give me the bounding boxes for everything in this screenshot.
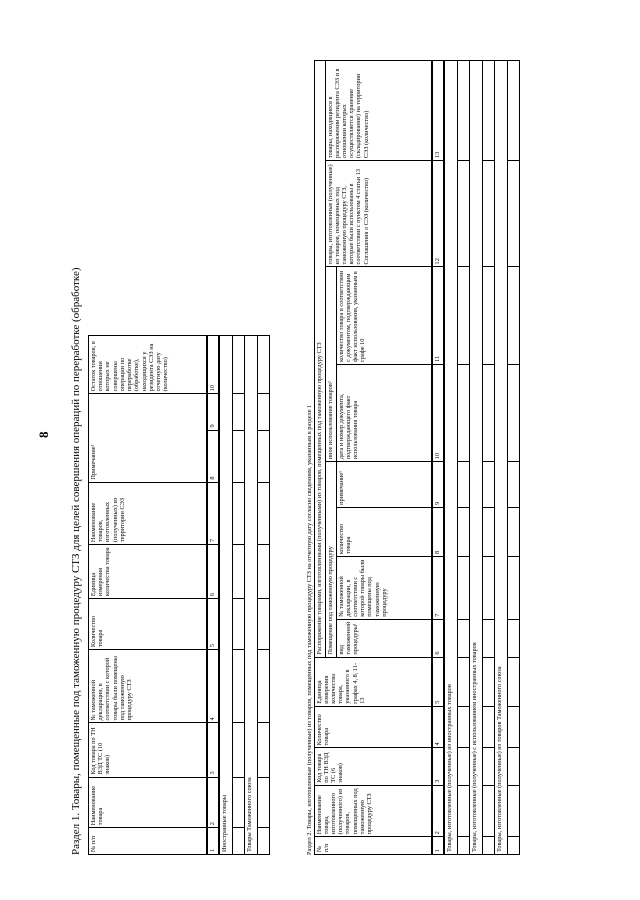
s1-col-num: 2 <box>207 777 219 828</box>
s2-col-num: 10 <box>432 364 444 461</box>
s2-header-declaration: № таможенной декларации, в соответствии с которой товары были помещены под таможенную процедуру <box>336 557 432 620</box>
s2-col-num: 7 <box>432 557 444 620</box>
section2-number-row <box>432 61 444 855</box>
page-number: 8 <box>36 431 51 438</box>
s1-group-foreign: Иностранные товары <box>219 336 233 855</box>
s2-group-mixed-row <box>470 61 483 855</box>
s2-col-num: 5 <box>432 657 444 706</box>
s1-col-num: 6 <box>207 545 219 599</box>
s2-header-recognized: товары, изготовленные (полученные) из товаров, помещенных под таможенную процедуру СТЗ, которые были использованы в соответствии с пунктом 4 статьи 13 Соглашения о СЭЗ (количество) <box>325 161 432 267</box>
s2-group-union-row <box>495 61 508 855</box>
rotated-content <box>70 55 570 855</box>
s2-header-num: № п/п <box>314 837 432 855</box>
s2-header-note: примечание¹ <box>336 462 432 508</box>
s1-header-quantity: Количество товара <box>89 599 207 650</box>
s2-col-num: 2 <box>432 785 444 837</box>
s2-col-num: 13 <box>432 61 444 161</box>
s2-header-stored: товары, находящиеся в распоряжении резидента СЭЗ и в отношении которых осуществляется хранение (складирование) на территории СЭЗ (количество) <box>325 61 432 161</box>
s1-header-name: Наименование товара <box>89 777 207 828</box>
s1-col-num: 8 <box>207 430 219 482</box>
section2-table <box>314 60 521 855</box>
s2-header-procedure: вид таможенной процедуры¹ <box>336 619 432 657</box>
s2-col-num: 9 <box>432 462 444 508</box>
s1-col-num: 3 <box>207 723 219 777</box>
section1-number-row <box>207 336 219 855</box>
s2-header-quantity: Количество товара <box>314 706 432 748</box>
s2-header-unit: Единица измерения количества товара, указанного в графах 4, 8, 11-13 <box>314 657 432 706</box>
s2-group-foreign: Товары, изготовленные (полученные) из иностранных товаров <box>444 61 458 855</box>
s2-col-num: 1 <box>432 837 444 855</box>
section2-title: Раздел 2. Товары, изготовленные (полученные) из товаров, помещенных под таможенную процедуру СТЗ на отчетную дату согласно сведениям, указанным в разделе 1 <box>305 404 313 855</box>
s1-col-num: 4 <box>207 650 219 723</box>
s1-header-product-name: Наименование товаров, изготовленных (полученных) из территории СЭЗ <box>89 482 207 544</box>
s1-col-num: 5 <box>207 599 219 650</box>
s1-group-union-row <box>244 336 257 855</box>
s2-group-mixed: Товары, изготовленные (полученные) с использованием иностранных товаров <box>470 61 483 855</box>
s1-header-code: Код товара по ТН ВЭД ТС (10 знаков) <box>89 723 207 777</box>
s1-header-unit: Единица измерения количества товара <box>89 545 207 599</box>
s2-col-num: 8 <box>432 507 444 556</box>
s2-header-placed: Помещение под таможенную процедуру <box>325 462 336 657</box>
s2-col-num: 6 <box>432 619 444 657</box>
s2-header-date: дата и номер документа, подтверждающего факт использования товара <box>336 364 432 461</box>
s2-col-num: 12 <box>432 161 444 267</box>
s1-header-note: Примечание¹ <box>89 394 207 482</box>
s1-header-num: № п/п <box>89 828 207 855</box>
s2-group-union: Товары, изготовленные (полученные) из товаров Таможенного союза <box>495 61 508 855</box>
s1-header-declaration: № таможенной декларации, в соответствии с которой товары были помещены под таможенную процедуру СТЗ <box>89 650 207 723</box>
s2-header-other-use: иное использование товаров² <box>325 267 336 462</box>
s2-header-quantity2: количество товара <box>336 507 432 556</box>
s1-col-num: 9 <box>207 394 219 430</box>
s2-empty-row <box>458 61 470 855</box>
s1-col-num: 10 <box>207 336 219 394</box>
s1-empty-row <box>257 336 269 855</box>
s1-header-remainder: Остаток товаров, в отношении которых не совершены операции по переработке (обработке), находящихся у резидента СЭЗ на отчетную дату (количество) <box>89 336 207 394</box>
section1-header-row <box>89 336 207 855</box>
s2-header-name: Наименование товара, изготовленного (полученного) из товаров, помещенных под таможенную процедуру СТЗ <box>314 785 432 837</box>
s1-group-foreign-row <box>219 336 233 855</box>
s2-empty-row <box>483 61 495 855</box>
s2-col-num: 3 <box>432 748 444 785</box>
s2-header-quantity3: количество товара в соответствии с документом, подтверждающим факт использования, указанным в графе 10 <box>336 267 432 364</box>
s2-col-num: 11 <box>432 267 444 364</box>
s1-empty-row <box>232 336 244 855</box>
section1-table <box>88 335 270 855</box>
s2-col-num: 4 <box>432 706 444 748</box>
s2-header-code: Код товара по ТН ВЭД ТС (6 знаков) <box>314 748 432 785</box>
s2-group-foreign-row <box>444 61 458 855</box>
section1-title: Раздел 1. Товары, помещенные под таможенную процедуру СТЗ для целей совершения операций по переработке (обработке) <box>70 267 82 855</box>
s1-col-num: 1 <box>207 828 219 855</box>
s1-group-union: Товары Таможенного союза <box>244 336 257 855</box>
s2-empty-row <box>508 61 520 855</box>
s2-header-row-1 <box>314 61 325 855</box>
s2-header-distribution: Распоряжение товарами, изготовленными (полученными) из товаров, помещенных под таможенную процедуру СТЗ <box>314 61 325 658</box>
s1-col-num: 7 <box>207 482 219 544</box>
